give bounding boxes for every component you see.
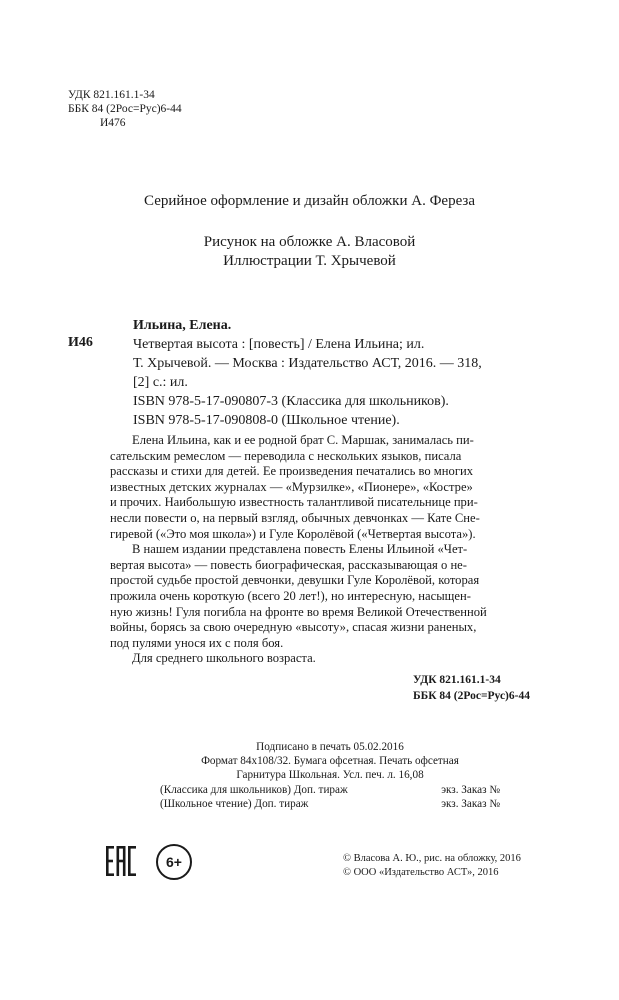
imprint-run-order: экз. Заказ № xyxy=(441,797,500,810)
isbn-line: ISBN 978-5-17-090807-3 (Классика для школьников). xyxy=(133,394,449,409)
bib-description xyxy=(133,335,482,392)
imprint-run-row xyxy=(160,783,500,797)
annotation-line: прожила очень короткую (всего 20 лет!), но интересную, насыщен- xyxy=(110,588,471,603)
imprint-run-row xyxy=(160,797,500,811)
imprint-signed: Подписано в печать 05.02.2016 xyxy=(256,741,404,753)
annotation-line: вертая высота» — повесть биографическая, рассказывающая о не- xyxy=(110,557,467,572)
eac-icon xyxy=(106,846,136,876)
copyright-line: © ООО «Издательство АСТ», 2016 xyxy=(343,867,499,878)
author-mark: И476 xyxy=(100,117,126,129)
series-design-credit: Серийное оформление и дизайн обложки А. Фереза xyxy=(144,193,475,209)
annotation xyxy=(110,433,487,667)
bib-author: Ильина, Елена. xyxy=(133,318,232,333)
udk-code: УДК 821.161.1-34 xyxy=(68,89,155,101)
classification-block xyxy=(68,88,182,130)
footer-bbk: ББК 84 (2Рос=Рус)6-44 xyxy=(413,690,530,702)
author-code: И46 xyxy=(68,335,93,350)
annotation-line: известных детских журналах — «Мурзилке», «Пионере», «Костре» xyxy=(110,479,473,494)
annotation-line: несли повести о, на первый взгляд, обычных девчонках — Кате Сне- xyxy=(110,510,480,525)
annotation-line: гиревой («Это моя школа») и Гуле Королёвой («Четвертая высота»). xyxy=(110,526,476,541)
cover-drawing-credit: Рисунок на обложке А. Власовой xyxy=(203,234,416,250)
annotation-line: Для среднего школьного возраста. xyxy=(132,651,316,666)
imprint-format: Формат 84x108/32. Бумага офсетная. Печать офсетная xyxy=(201,755,459,768)
annotation-line: Елена Ильина, как и ее родной брат С. Маршак, занималась пи- xyxy=(132,433,474,447)
annotation-line: рассказы и стихи для детей. Ее произведения печатались во многих xyxy=(110,464,474,479)
age-rating-badge: 6+ xyxy=(156,844,192,880)
imprint-typeface: Гарнитура Школьная. Усл. печ. л. 16,08 xyxy=(236,769,424,782)
imprint-run-label: (Школьное чтение) Доп. тираж xyxy=(160,797,309,810)
annotation-line: простой судьбе простой девчонки, девушки Гуле Королёвой, которая xyxy=(110,573,480,588)
annotation-line: и прочих. Наибольшую известность талантливой писательнице при- xyxy=(110,495,478,510)
imprint-run-label: (Классика для школьников) Доп. тираж xyxy=(160,783,348,796)
illustrations-credit: Иллюстрации Т. Хрычевой xyxy=(223,253,396,269)
imprint-run-order: экз. Заказ № xyxy=(441,783,500,796)
copyright-block xyxy=(343,852,521,880)
annotation-line: сательским ремеслом — переводила с нескольких языков, писала xyxy=(110,448,462,463)
bib-line: [2] с.: ил. xyxy=(133,375,188,390)
footer-udk: УДК 821.161.1-34 xyxy=(413,674,501,686)
copyright-line: © Власова А. Ю., рис. на обложку, 2016 xyxy=(343,853,521,864)
footer-classification xyxy=(413,672,530,704)
annotation-line: В нашем издании представлена повесть Елены Ильиной «Чет- xyxy=(132,542,468,557)
bib-line: Т. Хрычевой. — Москва : Издательство АСТ, 2016. — 318, xyxy=(133,356,482,371)
isbn-block xyxy=(133,392,449,430)
annotation-line: войны, борясь за свою очередную «высоту», спасая жизни раненых, xyxy=(110,620,477,635)
imprint xyxy=(160,740,500,811)
bib-line: Четвертая высота : [повесть] / Елена Ильина; ил. xyxy=(133,337,425,352)
annotation-line: под пулями унося их с поля боя. xyxy=(110,635,284,650)
bbk-code: ББК 84 (2Рос=Рус)6-44 xyxy=(68,103,182,115)
isbn-line: ISBN 978-5-17-090808-0 (Школьное чтение). xyxy=(133,413,400,428)
annotation-line: ную жизнь! Гуля погибла на фронте во время Великой Отечественной xyxy=(110,604,487,619)
